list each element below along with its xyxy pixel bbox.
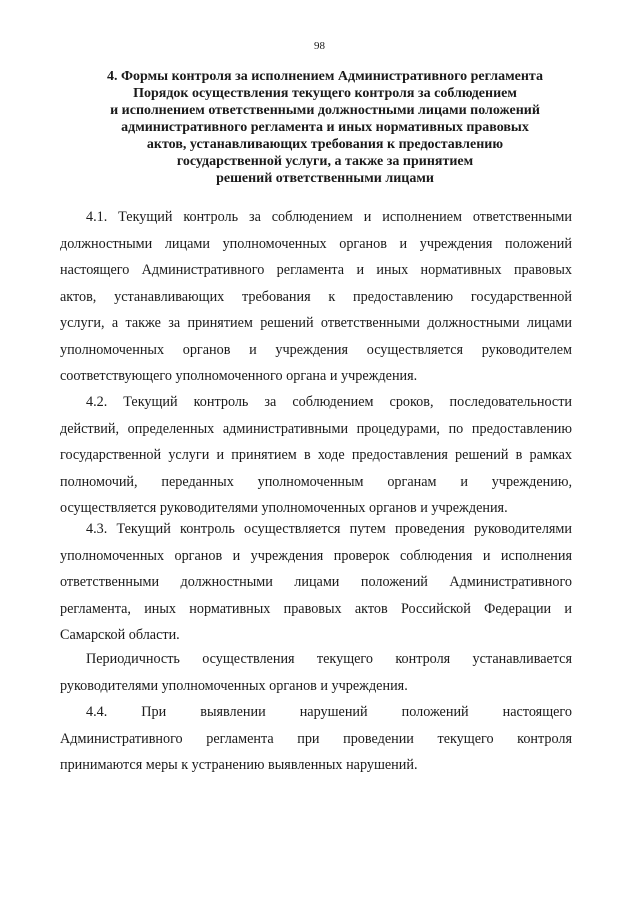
heading-line: административного регламента и иных нормативных правовых (121, 120, 529, 135)
paragraph-periodicity (60, 646, 572, 699)
text-line: ответственными должностными лицами положений Административного (60, 574, 572, 590)
heading-line: Порядок осуществления текущего контроля за соблюдением (133, 86, 517, 101)
text-line: руководителями уполномоченных органов и учреждения. (60, 677, 408, 694)
text-line: полномочий, переданных уполномоченным органам и учреждению, (60, 473, 572, 490)
text-line: 4.2. Текущий контроль за соблюдением сроков, последовательности (86, 394, 572, 410)
heading-line: актов, устанавливающих требования к предоставлению (146, 137, 504, 152)
text-line: уполномоченных органов и учреждения осуществляется руководителем (60, 341, 572, 358)
text-line: Периодичность осуществления текущего контроля устанавливается (86, 651, 572, 667)
text-line: осуществляется руководителями уполномоченных органов и учреждения. (60, 500, 508, 516)
paragraph-4-1 (60, 204, 572, 390)
text-line: 4.4. При выявлении нарушений положений настоящего (86, 704, 572, 720)
page-number: 98 (314, 40, 325, 52)
text-line: 4.1. Текущий контроль за соблюдением и исполнением ответственными (86, 209, 572, 225)
text-line: услуги, а также за принятием решений ответственными должностными лицами (60, 315, 572, 331)
text-line: принимаются меры к устранению выявленных нарушений. (60, 757, 418, 773)
text-line: Административного регламента при проведении текущего контроля (60, 730, 572, 747)
paragraph-4-4 (60, 699, 572, 779)
section-heading (70, 68, 580, 187)
paragraph-4-2 (60, 389, 572, 522)
text-line: актов, устанавливающих требования к предоставлению государственной (60, 288, 572, 305)
heading-line: решений ответственными лицами (216, 171, 434, 186)
text-line: соответствующего уполномоченного органа и учреждения. (60, 368, 418, 384)
heading-line: 4. Формы контроля за исполнением Административного регламента (107, 69, 543, 84)
text-line: 4.3. Текущий контроль осуществляется путем проведения руководителями (86, 521, 572, 537)
text-line: уполномоченных органов и учреждения проверок соблюдения и исполнения (60, 547, 572, 564)
heading-line: и исполнением ответственными должностными лицами положений (110, 103, 540, 118)
text-line: государственной услуги и принятием в ходе предоставления решений в рамках (60, 447, 572, 463)
paragraph-4-3 (60, 516, 572, 649)
text-line: регламента, иных нормативных правовых актов Российской Федерации и (60, 600, 572, 617)
heading-line: государственной услуги, а также за принятием (176, 154, 474, 169)
text-line: Самарской области. (60, 627, 180, 643)
text-line: должностными лицами уполномоченных органов и учреждения положений (60, 235, 572, 252)
text-line: настоящего Административного регламента и иных нормативных правовых (60, 262, 572, 278)
text-line: действий, определенных административными процедурами, по предоставлению (60, 420, 572, 437)
